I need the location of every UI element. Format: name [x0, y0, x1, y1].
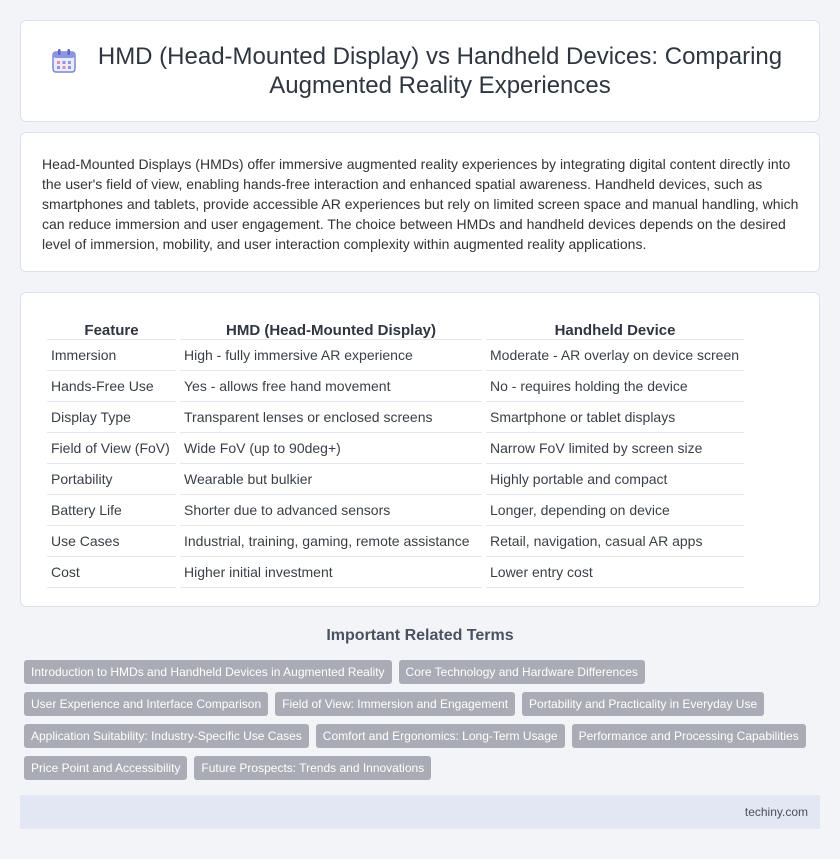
related-term-tag[interactable]: User Experience and Interface Comparison — [24, 692, 268, 716]
intro-card — [20, 132, 820, 272]
table-row — [47, 402, 744, 433]
handheld-cell: Longer, depending on device — [486, 495, 744, 526]
table-row — [47, 495, 744, 526]
page-title: HMD (Head-Mounted Display) vs Handheld Devices: Comparing Augmented Reality Experiences — [97, 43, 783, 99]
related-term-tag[interactable]: Core Technology and Hardware Differences — [399, 660, 645, 684]
table-row — [47, 526, 744, 557]
feature-cell: Use Cases — [47, 526, 176, 557]
handheld-cell: Retail, navigation, casual AR apps — [486, 526, 744, 557]
related-terms-list — [24, 660, 824, 788]
intro-paragraph: Head-Mounted Displays (HMDs) offer immersive augmented reality experiences by integrating digital content directly into the user's field of view, enabling hands-free interaction and enhanced spatial awareness. Handheld devices, such as smartphones and tablets, provide accessible AR experiences but rely on limited screen space and manual handling, which can reduce immersion and user engagement. The choice between HMDs and handheld devices depends on the desired level of immersion, mobility, and user interaction complexity within augmented reality applications. — [42, 156, 799, 252]
table-header-row — [47, 317, 744, 340]
related-term-tag[interactable]: Introduction to HMDs and Handheld Devices in Augmented Reality — [24, 660, 392, 684]
column-header-handheld: Handheld Device — [486, 317, 744, 340]
feature-cell: Cost — [47, 557, 176, 588]
related-term-tag[interactable]: Application Suitability: Industry-Specific Use Cases — [24, 724, 309, 748]
footer-site-link[interactable]: techiny.com — [744, 805, 808, 819]
handheld-cell: Narrow FoV limited by screen size — [486, 433, 744, 464]
table-row — [47, 557, 744, 588]
calendar-icon — [51, 48, 77, 74]
feature-cell: Battery Life — [47, 495, 176, 526]
feature-cell: Hands-Free Use — [47, 371, 176, 402]
handheld-cell: Highly portable and compact — [486, 464, 744, 495]
feature-cell: Field of View (FoV) — [47, 433, 176, 464]
hmd-cell: Transparent lenses or enclosed screens — [180, 402, 482, 433]
hmd-cell: Wearable but bulkier — [180, 464, 482, 495]
title-wrap — [21, 42, 819, 100]
related-terms-title: Important Related Terms — [326, 627, 514, 644]
handheld-cell: Moderate - AR overlay on device screen — [486, 340, 744, 371]
comparison-table — [43, 317, 748, 588]
comparison-card — [20, 292, 820, 607]
column-header-feature: Feature — [47, 317, 176, 340]
hmd-cell: Wide FoV (up to 90deg+) — [180, 433, 482, 464]
table-row — [47, 371, 744, 402]
footer-bar — [20, 795, 820, 829]
handheld-cell: Lower entry cost — [486, 557, 744, 588]
related-term-tag[interactable]: Portability and Practicality in Everyday Use — [522, 692, 764, 716]
table-row — [47, 464, 744, 495]
hmd-cell: Higher initial investment — [180, 557, 482, 588]
title-card — [20, 20, 820, 122]
related-term-tag[interactable]: Performance and Processing Capabilities — [572, 724, 806, 748]
hmd-cell: Yes - allows free hand movement — [180, 371, 482, 402]
hmd-cell: High - fully immersive AR experience — [180, 340, 482, 371]
handheld-cell: No - requires holding the device — [486, 371, 744, 402]
feature-cell: Immersion — [47, 340, 176, 371]
hmd-cell: Shorter due to advanced sensors — [180, 495, 482, 526]
related-term-tag[interactable]: Comfort and Ergonomics: Long-Term Usage — [316, 724, 565, 748]
related-term-tag[interactable]: Future Prospects: Trends and Innovations — [194, 756, 431, 780]
feature-cell: Portability — [47, 464, 176, 495]
table-row — [47, 340, 744, 371]
table-row — [47, 433, 744, 464]
handheld-cell: Smartphone or tablet displays — [486, 402, 744, 433]
column-header-hmd: HMD (Head-Mounted Display) — [180, 317, 482, 340]
related-term-tag[interactable]: Field of View: Immersion and Engagement — [275, 692, 515, 716]
hmd-cell: Industrial, training, gaming, remote assistance — [180, 526, 482, 557]
feature-cell: Display Type — [47, 402, 176, 433]
related-term-tag[interactable]: Price Point and Accessibility — [24, 756, 187, 780]
